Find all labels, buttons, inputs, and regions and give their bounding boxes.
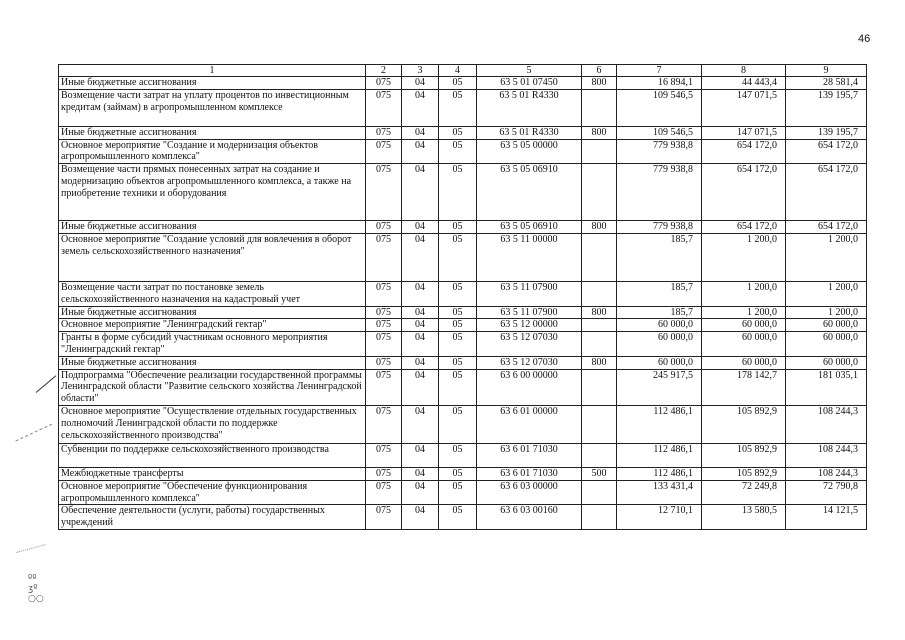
column-header: 5 bbox=[477, 65, 582, 77]
cell-amount-year-1: 185,7 bbox=[617, 306, 702, 319]
cell-subsection: 05 bbox=[439, 221, 477, 234]
cell-amount-year-1: 779 938,8 bbox=[617, 164, 702, 221]
cell-expense-type: 800 bbox=[582, 356, 617, 369]
cell-name: Межбюджетные трансферты bbox=[59, 467, 366, 480]
cell-target-item: 63 6 01 71030 bbox=[477, 467, 582, 480]
cell-expense-type: 800 bbox=[582, 221, 617, 234]
cell-expense-type: 800 bbox=[582, 306, 617, 319]
table-row bbox=[59, 369, 867, 405]
cell-target-item: 63 5 11 00000 bbox=[477, 233, 582, 281]
cell-expense-type bbox=[582, 139, 617, 164]
cell-amount-year-1: 109 546,5 bbox=[617, 126, 702, 139]
cell-expense-type: 800 bbox=[582, 126, 617, 139]
cell-expense-type: 800 bbox=[582, 77, 617, 90]
cell-ministry-code: 075 bbox=[366, 332, 402, 357]
cell-name: Основное мероприятие "Обеспечение функционирования агропромышленного комплекса" bbox=[59, 480, 366, 505]
cell-section: 04 bbox=[402, 467, 439, 480]
column-header: 1 bbox=[59, 65, 366, 77]
table-row bbox=[59, 126, 867, 139]
table-row bbox=[59, 164, 867, 221]
cell-amount-year-1: 245 917,5 bbox=[617, 369, 702, 405]
cell-section: 04 bbox=[402, 319, 439, 332]
cell-amount-year-1: 112 486,1 bbox=[617, 467, 702, 480]
cell-target-item: 63 6 01 00000 bbox=[477, 405, 582, 443]
cell-expense-type bbox=[582, 369, 617, 405]
cell-amount-year-2: 44 443,4 bbox=[702, 77, 786, 90]
cell-ministry-code: 075 bbox=[366, 77, 402, 90]
cell-amount-year-3: 108 244,3 bbox=[786, 467, 867, 480]
cell-target-item: 63 5 11 07900 bbox=[477, 306, 582, 319]
cell-ministry-code: 075 bbox=[366, 164, 402, 221]
budget-table bbox=[58, 64, 867, 530]
cell-amount-year-3: 1 200,0 bbox=[786, 306, 867, 319]
cell-amount-year-2: 60 000,0 bbox=[702, 332, 786, 357]
cell-target-item: 63 5 01 R4330 bbox=[477, 126, 582, 139]
cell-target-item: 63 5 01 R4330 bbox=[477, 89, 582, 126]
cell-amount-year-2: 178 142,7 bbox=[702, 369, 786, 405]
cell-name: Подпрограмма "Обеспечение реализации государственной программы Ленинградской области "Развитие сельского хозяйства Ленинградской области" bbox=[59, 369, 366, 405]
cell-expense-type bbox=[582, 164, 617, 221]
cell-ministry-code: 075 bbox=[366, 356, 402, 369]
cell-amount-year-3: 28 581,4 bbox=[786, 77, 867, 90]
cell-amount-year-3: 654 172,0 bbox=[786, 221, 867, 234]
cell-amount-year-2: 60 000,0 bbox=[702, 319, 786, 332]
cell-amount-year-2: 654 172,0 bbox=[702, 164, 786, 221]
table-row bbox=[59, 332, 867, 357]
cell-target-item: 63 5 05 00000 bbox=[477, 139, 582, 164]
cell-ministry-code: 075 bbox=[366, 139, 402, 164]
cell-expense-type: 500 bbox=[582, 467, 617, 480]
cell-amount-year-3: 72 790,8 bbox=[786, 480, 867, 505]
cell-subsection: 05 bbox=[439, 443, 477, 467]
cell-ministry-code: 075 bbox=[366, 233, 402, 281]
cell-expense-type bbox=[582, 405, 617, 443]
table-row bbox=[59, 221, 867, 234]
table-row bbox=[59, 356, 867, 369]
cell-expense-type bbox=[582, 233, 617, 281]
page-number: 46 bbox=[858, 33, 871, 45]
cell-name: Возмещение части затрат по постановке земель сельскохозяйственного назначения на кадастровый учет bbox=[59, 281, 366, 306]
cell-subsection: 05 bbox=[439, 126, 477, 139]
cell-subsection: 05 bbox=[439, 306, 477, 319]
cell-subsection: 05 bbox=[439, 319, 477, 332]
cell-target-item: 63 6 00 00000 bbox=[477, 369, 582, 405]
cell-expense-type bbox=[582, 332, 617, 357]
cell-target-item: 63 5 12 07030 bbox=[477, 356, 582, 369]
margin-scan-mark bbox=[15, 424, 52, 443]
cell-amount-year-1: 60 000,0 bbox=[617, 332, 702, 357]
cell-ministry-code: 075 bbox=[366, 306, 402, 319]
cell-section: 04 bbox=[402, 281, 439, 306]
cell-subsection: 05 bbox=[439, 405, 477, 443]
cell-expense-type bbox=[582, 480, 617, 505]
column-header: 4 bbox=[439, 65, 477, 77]
column-header: 2 bbox=[366, 65, 402, 77]
cell-ministry-code: 075 bbox=[366, 467, 402, 480]
cell-amount-year-1: 16 894,1 bbox=[617, 77, 702, 90]
cell-expense-type bbox=[582, 281, 617, 306]
cell-target-item: 63 6 03 00160 bbox=[477, 505, 582, 530]
cell-ministry-code: 075 bbox=[366, 505, 402, 530]
table-row bbox=[59, 405, 867, 443]
cell-target-item: 63 5 05 06910 bbox=[477, 164, 582, 221]
cell-amount-year-2: 654 172,0 bbox=[702, 221, 786, 234]
cell-section: 04 bbox=[402, 126, 439, 139]
cell-subsection: 05 bbox=[439, 139, 477, 164]
cell-name: Обеспечение деятельности (услуги, работы) государственных учреждений bbox=[59, 505, 366, 530]
cell-amount-year-3: 139 195,7 bbox=[786, 126, 867, 139]
cell-amount-year-1: 60 000,0 bbox=[617, 319, 702, 332]
cell-amount-year-1: 112 486,1 bbox=[617, 405, 702, 443]
cell-amount-year-1: 12 710,1 bbox=[617, 505, 702, 530]
cell-amount-year-1: 779 938,8 bbox=[617, 139, 702, 164]
cell-subsection: 05 bbox=[439, 281, 477, 306]
cell-target-item: 63 6 01 71030 bbox=[477, 443, 582, 467]
cell-amount-year-2: 1 200,0 bbox=[702, 233, 786, 281]
cell-amount-year-2: 147 071,5 bbox=[702, 89, 786, 126]
cell-amount-year-2: 105 892,9 bbox=[702, 443, 786, 467]
cell-expense-type bbox=[582, 505, 617, 530]
cell-amount-year-1: 60 000,0 bbox=[617, 356, 702, 369]
column-header: 6 bbox=[582, 65, 617, 77]
cell-target-item: 63 5 01 07450 bbox=[477, 77, 582, 90]
table-row bbox=[59, 77, 867, 90]
cell-amount-year-2: 105 892,9 bbox=[702, 405, 786, 443]
cell-ministry-code: 075 bbox=[366, 443, 402, 467]
cell-amount-year-3: 1 200,0 bbox=[786, 281, 867, 306]
cell-amount-year-3: 14 121,5 bbox=[786, 505, 867, 530]
cell-section: 04 bbox=[402, 139, 439, 164]
table-row bbox=[59, 319, 867, 332]
cell-amount-year-2: 105 892,9 bbox=[702, 467, 786, 480]
cell-amount-year-3: 139 195,7 bbox=[786, 89, 867, 126]
cell-section: 04 bbox=[402, 233, 439, 281]
cell-name: Основное мероприятие "Осуществление отдельных государственных полномочий Ленинградской области по поддержке сельскохозяйственного производства" bbox=[59, 405, 366, 443]
table-row bbox=[59, 139, 867, 164]
cell-section: 04 bbox=[402, 306, 439, 319]
cell-subsection: 05 bbox=[439, 467, 477, 480]
cell-section: 04 bbox=[402, 480, 439, 505]
column-header: 8 bbox=[702, 65, 786, 77]
cell-name: Основное мероприятие "Создание условий для вовлечения в оборот земель сельскохозяйственного назначения" bbox=[59, 233, 366, 281]
cell-amount-year-3: 60 000,0 bbox=[786, 319, 867, 332]
table-row bbox=[59, 505, 867, 530]
table-header-row bbox=[59, 65, 867, 77]
cell-ministry-code: 075 bbox=[366, 89, 402, 126]
cell-target-item: 63 5 12 07030 bbox=[477, 332, 582, 357]
cell-subsection: 05 bbox=[439, 356, 477, 369]
cell-section: 04 bbox=[402, 221, 439, 234]
cell-amount-year-3: 654 172,0 bbox=[786, 139, 867, 164]
cell-expense-type bbox=[582, 319, 617, 332]
cell-amount-year-3: 60 000,0 bbox=[786, 332, 867, 357]
cell-amount-year-3: 60 000,0 bbox=[786, 356, 867, 369]
cell-name: Иные бюджетные ассигнования bbox=[59, 221, 366, 234]
cell-section: 04 bbox=[402, 356, 439, 369]
cell-subsection: 05 bbox=[439, 332, 477, 357]
cell-amount-year-3: 108 244,3 bbox=[786, 443, 867, 467]
cell-amount-year-2: 654 172,0 bbox=[702, 139, 786, 164]
cell-name: Основное мероприятие "Ленинградский гектар" bbox=[59, 319, 366, 332]
cell-section: 04 bbox=[402, 505, 439, 530]
cell-target-item: 63 5 12 00000 bbox=[477, 319, 582, 332]
cell-name: Возмещение части прямых понесенных затрат на создание и модернизацию объектов агропромышленного комплекса, а также на приобретение техники и оборудования bbox=[59, 164, 366, 221]
cell-section: 04 bbox=[402, 77, 439, 90]
column-header: 7 bbox=[617, 65, 702, 77]
cell-amount-year-1: 133 431,4 bbox=[617, 480, 702, 505]
cell-amount-year-3: 1 200,0 bbox=[786, 233, 867, 281]
table-row bbox=[59, 306, 867, 319]
cell-amount-year-2: 13 580,5 bbox=[702, 505, 786, 530]
cell-name: Основное мероприятие "Создание и модернизация объектов агропромышленного комплекса" bbox=[59, 139, 366, 164]
table-row bbox=[59, 281, 867, 306]
cell-subsection: 05 bbox=[439, 89, 477, 126]
cell-ministry-code: 075 bbox=[366, 319, 402, 332]
margin-scan-marks: ºº ʒº ○○ bbox=[28, 574, 44, 604]
cell-name: Иные бюджетные ассигнования bbox=[59, 126, 366, 139]
cell-section: 04 bbox=[402, 332, 439, 357]
cell-name: Гранты в форме субсидий участникам основного мероприятия "Ленинградский гектар" bbox=[59, 332, 366, 357]
cell-ministry-code: 075 bbox=[366, 281, 402, 306]
cell-name: Иные бюджетные ассигнования bbox=[59, 356, 366, 369]
cell-ministry-code: 075 bbox=[366, 405, 402, 443]
cell-amount-year-3: 181 035,1 bbox=[786, 369, 867, 405]
cell-subsection: 05 bbox=[439, 77, 477, 90]
cell-subsection: 05 bbox=[439, 505, 477, 530]
cell-section: 04 bbox=[402, 89, 439, 126]
cell-name: Субвенции по поддержке сельскохозяйственного производства bbox=[59, 443, 366, 467]
cell-amount-year-3: 108 244,3 bbox=[786, 405, 867, 443]
cell-section: 04 bbox=[402, 369, 439, 405]
cell-name: Иные бюджетные ассигнования bbox=[59, 306, 366, 319]
cell-section: 04 bbox=[402, 164, 439, 221]
cell-name: Иные бюджетные ассигнования bbox=[59, 77, 366, 90]
table-row bbox=[59, 467, 867, 480]
cell-ministry-code: 075 bbox=[366, 221, 402, 234]
cell-expense-type bbox=[582, 443, 617, 467]
column-header: 3 bbox=[402, 65, 439, 77]
column-header: 9 bbox=[786, 65, 867, 77]
cell-amount-year-1: 185,7 bbox=[617, 233, 702, 281]
cell-amount-year-2: 1 200,0 bbox=[702, 306, 786, 319]
cell-target-item: 63 5 11 07900 bbox=[477, 281, 582, 306]
margin-pen-stroke bbox=[36, 375, 57, 392]
cell-amount-year-2: 1 200,0 bbox=[702, 281, 786, 306]
cell-amount-year-3: 654 172,0 bbox=[786, 164, 867, 221]
cell-amount-year-1: 185,7 bbox=[617, 281, 702, 306]
table-row bbox=[59, 89, 867, 126]
cell-target-item: 63 5 05 06910 bbox=[477, 221, 582, 234]
cell-subsection: 05 bbox=[439, 369, 477, 405]
margin-scan-mark bbox=[16, 544, 45, 554]
cell-amount-year-2: 147 071,5 bbox=[702, 126, 786, 139]
cell-target-item: 63 6 03 00000 bbox=[477, 480, 582, 505]
cell-expense-type bbox=[582, 89, 617, 126]
cell-subsection: 05 bbox=[439, 233, 477, 281]
cell-section: 04 bbox=[402, 443, 439, 467]
cell-amount-year-1: 779 938,8 bbox=[617, 221, 702, 234]
cell-ministry-code: 075 bbox=[366, 369, 402, 405]
cell-amount-year-2: 72 249,8 bbox=[702, 480, 786, 505]
cell-name: Возмещение части затрат на уплату процентов по инвестиционным кредитам (займам) в агропромышленном комплексе bbox=[59, 89, 366, 126]
cell-subsection: 05 bbox=[439, 164, 477, 221]
cell-amount-year-1: 109 546,5 bbox=[617, 89, 702, 126]
cell-ministry-code: 075 bbox=[366, 126, 402, 139]
cell-amount-year-1: 112 486,1 bbox=[617, 443, 702, 467]
table-row bbox=[59, 443, 867, 467]
table-row bbox=[59, 480, 867, 505]
cell-amount-year-2: 60 000,0 bbox=[702, 356, 786, 369]
cell-section: 04 bbox=[402, 405, 439, 443]
cell-subsection: 05 bbox=[439, 480, 477, 505]
cell-ministry-code: 075 bbox=[366, 480, 402, 505]
table-row bbox=[59, 233, 867, 281]
